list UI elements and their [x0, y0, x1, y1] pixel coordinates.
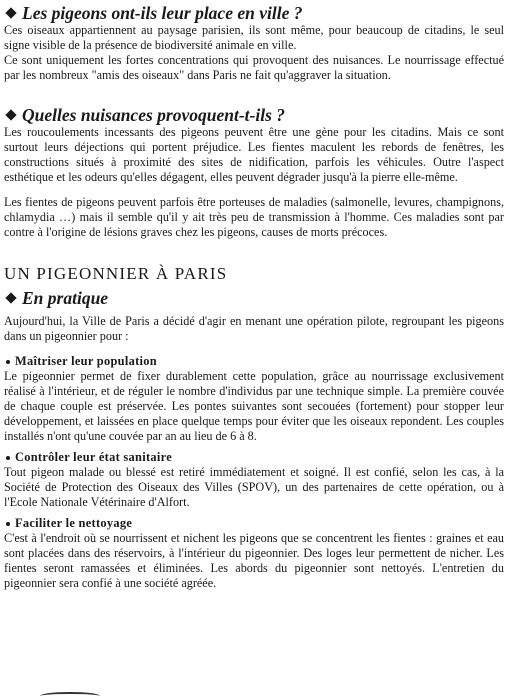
subheading-sanitaire: Contrôler leur état sanitaire — [4, 450, 504, 465]
diamond-bullet-icon — [5, 109, 16, 120]
dot-bullet-icon — [6, 522, 10, 526]
paragraph: Les roucoulements incessants des pigeons peuvent être une gène pour les citadins. Mais ce sont surtout leurs déjections qui portent préjudice. Les fientes maculent les rebords de fenêtres, les constructions situés à proximité des sites de nidification, parfois les véhicules. Outre l'aspect esthétique et les odeurs qu'elles dégagent, elles peuvent dégrader jusqu'à la pierre elle-même. — [4, 125, 504, 184]
cropped-heading-fragment — [40, 692, 100, 700]
document-page — [4, 0, 504, 591]
paragraph: Les fientes de pigeons peuvent parfois être porteuses de maladies (salmonelle, levures, champignons, chlamydia …) mais il semble qu'il y ait très peu de transmission à l'homme. Ces maladies sont par contre à l'origine de lésions graves chez les pigeons, causes de morts précoces. — [4, 195, 504, 239]
paragraph: Tout pigeon malade ou blessé est retiré immédiatement et soigné. Il est confié, selon les cas, à la Société de Protection des Oiseaux des Villes (SPOV), un des partenaires de cette opération, ou à l'Ecole Nationale Vétérinaire d'Alfort. — [4, 465, 504, 509]
paragraph: Le pigeonnier permet de fixer durablement cette population, grâce au nourrissage exclusivement réalisé à l'intérieur, et de réguler le nombre d'individus par une technique simple. La première couvée de chaque couple est préservée. Les pontes suivantes sont secouées (fortement) pour stopper leur développement, et laissées en place quelque temps pour éviter que les oiseaux repondent. Les couples installés n'ont qu'une couvée par an au lieu de 6 à 8. — [4, 369, 504, 443]
paragraph: Ce sont uniquement les fortes concentrations qui provoquent des nuisances. Le nourrissage effectué par les nombreux "amis des oiseaux" dans Paris ne fait qu'aggraver la situation. — [4, 53, 504, 82]
paragraph: C'est à l'endroit où se nourrissent et nichent les pigeons que se concentrent les fientes : graines et eau sont placées dans des réservoirs, à l'intérieur du pigeonnier. Des loges leur permettent de nicher. Les fientes seront ramassées et éliminées. Les abords du pigeonnier sont nettoyés. L'entretien du pigeonnier sera confié à une société agréée. — [4, 531, 504, 590]
subheading-population: Maîtriser leur population — [4, 354, 504, 369]
diamond-bullet-icon — [5, 292, 16, 303]
section-title: UN PIGEONNIER À PARIS — [4, 264, 228, 283]
dot-bullet-icon — [6, 456, 10, 460]
heading-en-pratique: En pratique — [4, 288, 504, 308]
paragraph: Aujourd'hui, la Ville de Paris a décidé d'agir en menant une opération pilote, regroupant les pigeons dans un pigeonnier pour : — [4, 314, 504, 343]
heading-place-en-ville: Les pigeons ont-ils leur place en ville ? — [4, 3, 504, 23]
paragraph: Ces oiseaux appartiennent au paysage parisien, ils sont même, pour beaucoup de citadins, le seul signe visible de la présence de biodiversité animale en ville. — [4, 23, 504, 52]
heading-nuisances: Quelles nuisances provoquent-t-ils ? — [4, 105, 504, 125]
diamond-bullet-icon — [5, 7, 16, 18]
subheading-nettoyage: Faciliter le nettoyage — [4, 516, 504, 531]
dot-bullet-icon — [6, 360, 10, 364]
